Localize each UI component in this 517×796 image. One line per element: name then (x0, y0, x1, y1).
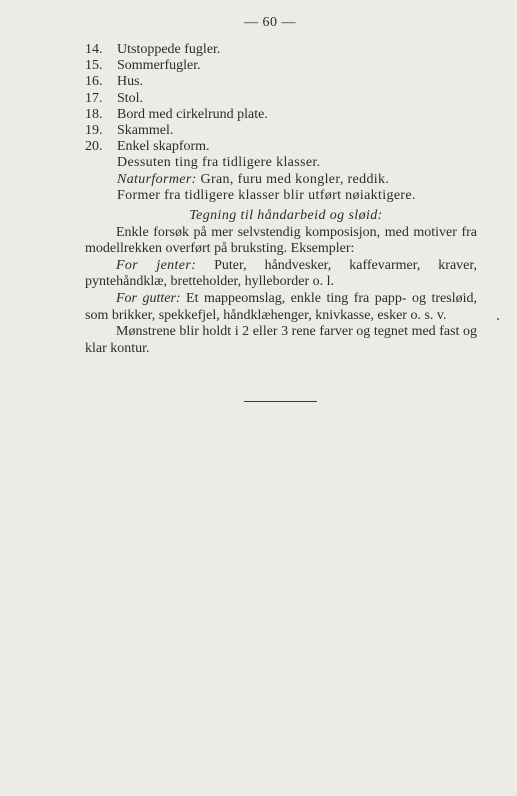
list-item-text: Hus. (117, 74, 144, 90)
list-item (85, 123, 485, 139)
jenter-text: Puter, håndvesker, kaffevarmer, kraver, pyntehåndklæ, bretteholder, hylleborder o. l. (85, 257, 477, 290)
section-divider (244, 401, 317, 402)
naturformer-line (85, 172, 485, 188)
page-number: — 60 — (244, 15, 296, 30)
object-list (85, 42, 485, 204)
closing-paragraph: Mønstrene blir holdt i 2 eller 3 rene farver og tegnet med fast og klar kontur. (85, 324, 477, 356)
jenter-label: For jenter: (116, 257, 197, 273)
continuation-line: Dessuten ting fra tidligere klasser. (117, 155, 321, 171)
gutter-label: For gutter: (116, 290, 181, 306)
list-item (85, 74, 485, 90)
list-item-text: Utstoppede fugler. (117, 42, 221, 57)
list-item-text: Enkel skapform. (117, 139, 210, 155)
list-item (85, 42, 485, 58)
list-item-text: Skammel. (117, 123, 174, 139)
list-item-text: Bord med cirkelrund plate. (117, 106, 268, 122)
jenter-paragraph (85, 258, 477, 291)
list-item-number: 14. (85, 42, 103, 57)
naturformer-text: Gran, furu med kongler, reddik. (196, 171, 390, 187)
list-item-number: 19. (85, 123, 103, 139)
gutter-paragraph (85, 291, 477, 324)
list-item (85, 107, 485, 123)
gutter-text: Et mappeomslag, enkle ting fra papp- og tresløid, som brikker, spekkefjel, håndklæhenger, knivkasse, esker o. s. v. (85, 290, 477, 323)
print-speck (497, 318, 499, 320)
naturformer-label: Naturformer: (117, 171, 197, 187)
list-item-number: 20. (85, 139, 103, 155)
list-item (85, 139, 485, 155)
list-item-number: 16. (85, 74, 103, 90)
continuation-line: Former fra tidligere klasser blir utført nøiaktigere. (117, 187, 416, 203)
drawing-section (85, 208, 477, 357)
section-intro: Enkle forsøk på mer selvstendig komposisjon, med motiver fra modellrekken overført på bruksting. Eksempler: (85, 224, 477, 257)
section-title: Tegning til håndarbeid og sløid: (189, 208, 383, 223)
list-item-text: Stol. (117, 90, 144, 106)
list-item-number: 15. (85, 58, 103, 74)
list-item-number: 18. (85, 106, 103, 122)
list-item (85, 91, 485, 107)
list-item-text: Sommerfugler. (117, 58, 201, 74)
list-item (85, 58, 485, 74)
list-item-number: 17. (85, 90, 103, 106)
